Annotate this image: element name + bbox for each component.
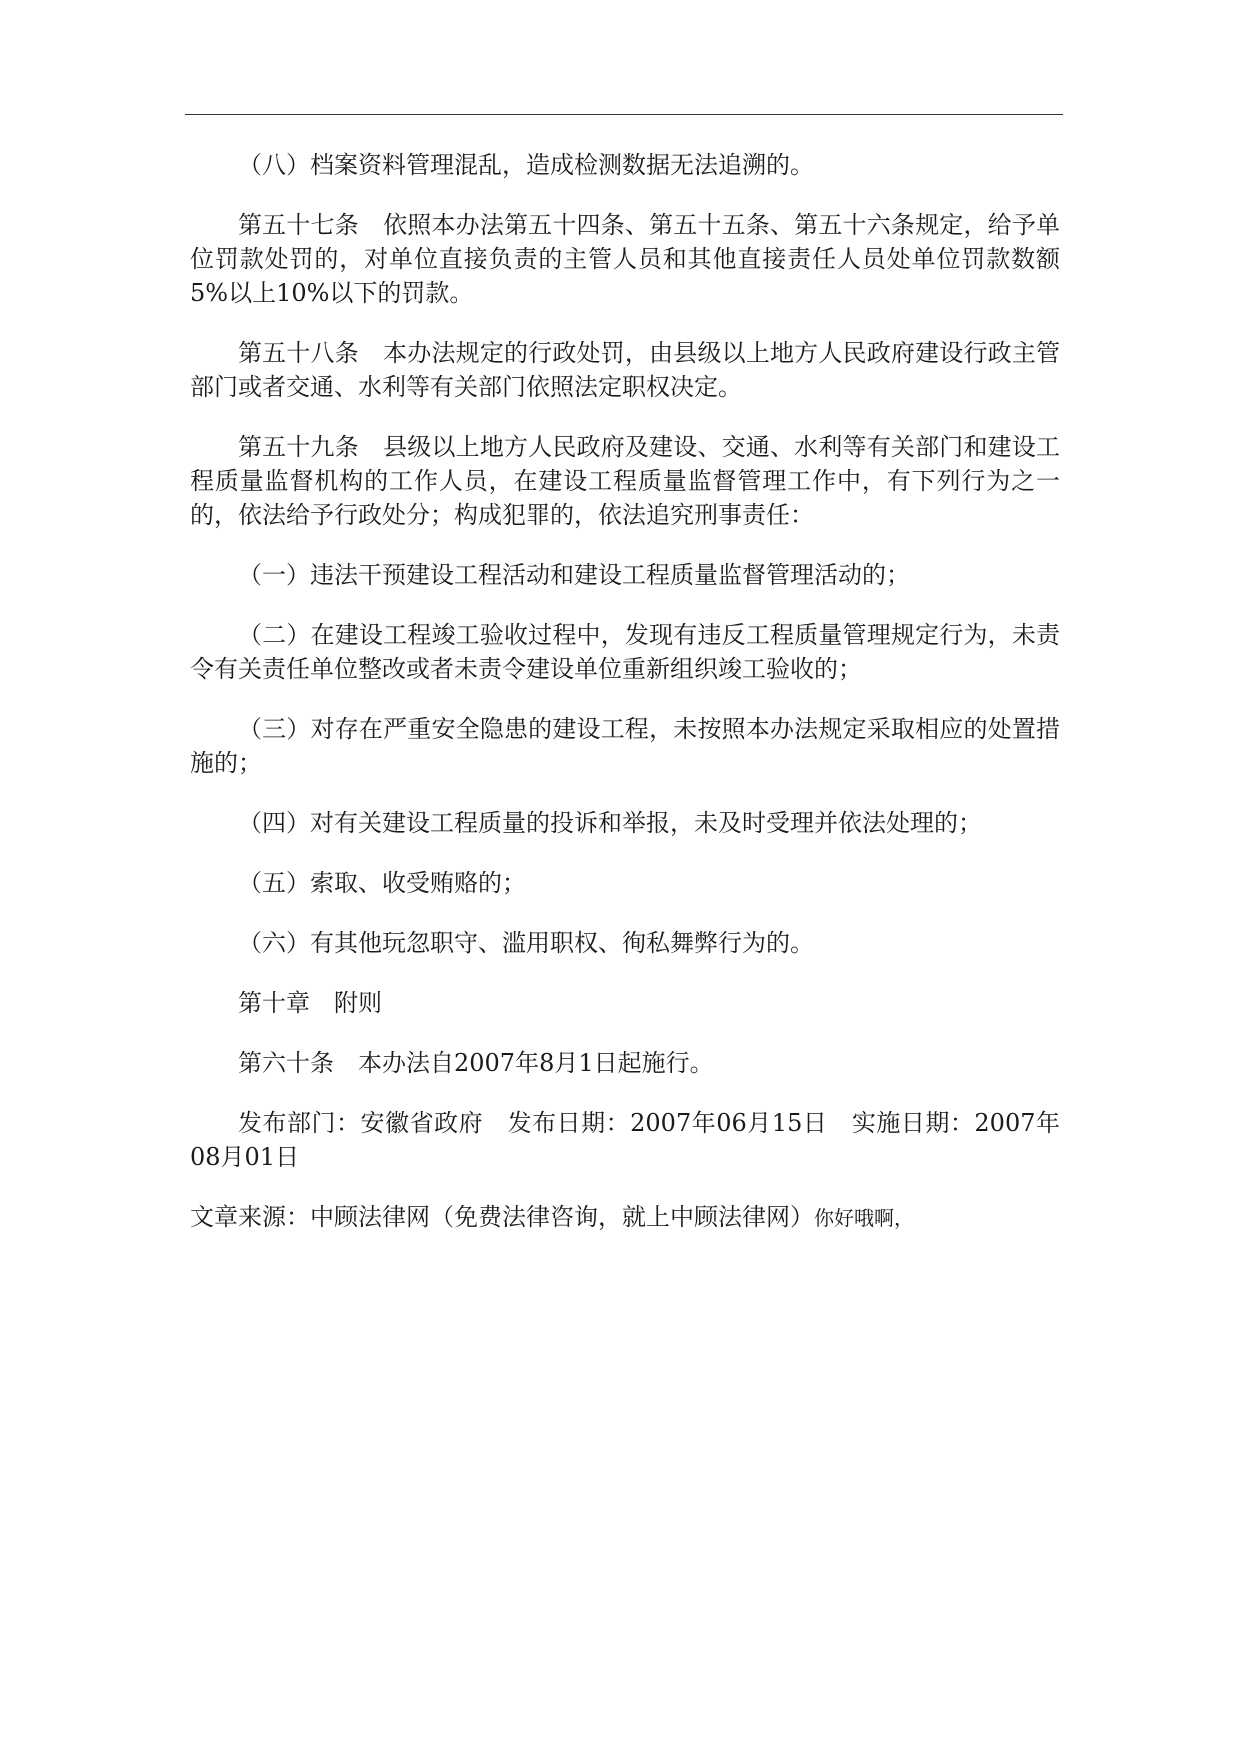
source-tail: 你好哦啊， [814, 1206, 914, 1230]
source-line [190, 1200, 1060, 1235]
item-8-archive-paragraph: （八）档案资料管理混乱，造成检测数据无法追溯的。 [238, 151, 814, 179]
item-5-paragraph: （五）索取、收受贿赂的； [238, 869, 526, 897]
item-4-paragraph: （四）对有关建设工程质量的投诉和举报，未及时受理并依法处理的； [238, 809, 982, 837]
publication-info: 发布部门：安徽省政府 发布日期：2007年06月15日 实施日期：2007年08月01日 [190, 1109, 1060, 1171]
document-body [190, 148, 1060, 1235]
source-text: 文章来源：中顾法律网（免费法律咨询，就上中顾法律网） [190, 1203, 814, 1231]
article-57-paragraph: 第五十七条 依照本办法第五十四条、第五十五条、第五十六条规定，给予单位罚款处罚的，对单位直接负责的主管人员和其他直接责任人员处单位罚款数额5%以上10%以下的罚款。 [190, 211, 1060, 307]
article-58-paragraph: 第五十八条 本办法规定的行政处罚，由县级以上地方人民政府建设行政主管部门或者交通、水利等有关部门依照法定职权决定。 [190, 339, 1060, 401]
chapter-10-heading: 第十章 附则 [238, 989, 382, 1017]
item-3-paragraph: （三）对存在严重安全隐患的建设工程，未按照本办法规定采取相应的处置措施的； [190, 715, 1060, 777]
item-6-paragraph: （六）有其他玩忽职守、滥用职权、徇私舞弊行为的。 [238, 929, 814, 957]
article-59-paragraph: 第五十九条 县级以上地方人民政府及建设、交通、水利等有关部门和建设工程质量监督机构的工作人员，在建设工程质量监督管理工作中，有下列行为之一的，依法给予行政处分；构成犯罪的，依法追究刑事责任： [190, 433, 1060, 529]
item-1-paragraph: （一）违法干预建设工程活动和建设工程质量监督管理活动的； [238, 561, 910, 589]
item-2-paragraph: （二）在建设工程竣工验收过程中，发现有违反工程质量管理规定行为，未责令有关责任单位整改或者未责令建设单位重新组织竣工验收的； [190, 621, 1060, 683]
article-60-paragraph: 第六十条 本办法自2007年8月1日起施行。 [238, 1049, 714, 1077]
header-rule [185, 114, 1063, 115]
